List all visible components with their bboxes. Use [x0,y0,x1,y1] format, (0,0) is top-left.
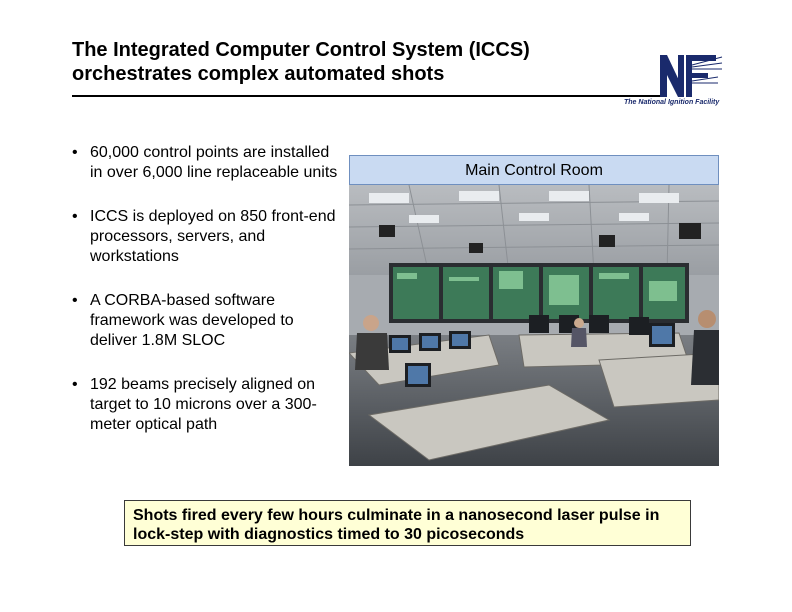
title-line-2: orchestrates complex automated shots [72,63,445,85]
bullet-list [72,143,342,459]
bullet-item: • 60,000 control points are installed in over 6,000 line replaceable units [72,143,342,183]
photo-caption: Main Control Room [349,155,719,185]
bullet-item: • A CORBA-based software framework was developed to deliver 1.8M SLOC [72,291,342,351]
title-line-1: The Integrated Computer Control System (ICCS) [72,39,530,61]
bullet-item: • ICCS is deployed on 850 front-end processors, servers, and workstations [72,207,342,267]
callout-box: Shots fired every few hours culminate in a nanosecond laser pulse in lock-step with diagnostics timed to 30 picoseconds [124,500,691,546]
title-underline [72,95,662,97]
control-room-photo [349,185,719,466]
logo-caption: The National Ignition Facility [624,99,720,106]
bullet-item: • 192 beams precisely aligned on target to 10 microns over a 300-meter optical path [72,375,342,435]
slide-title [72,38,632,86]
